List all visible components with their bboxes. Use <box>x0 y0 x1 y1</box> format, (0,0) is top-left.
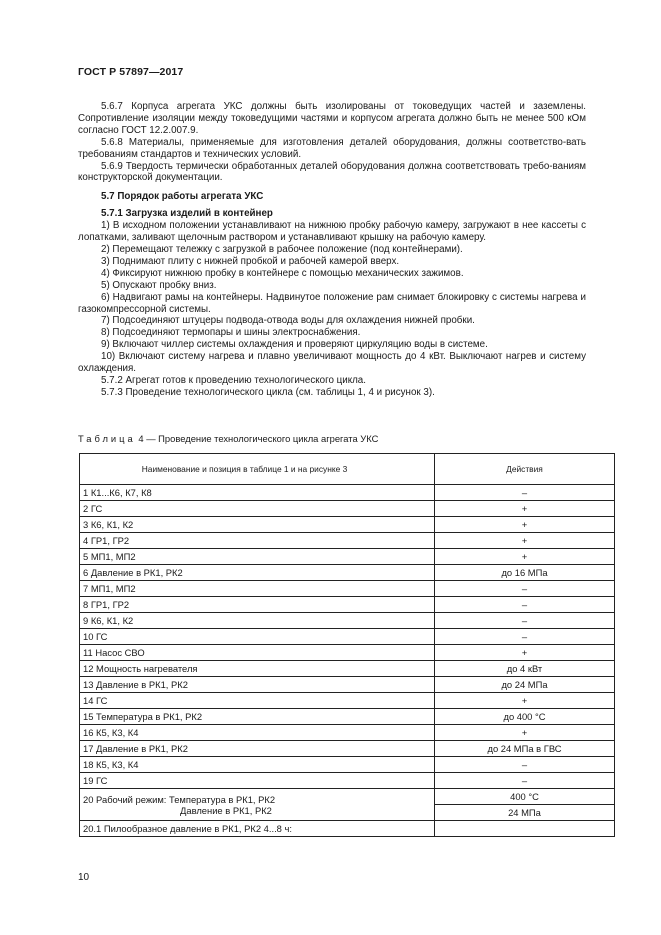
table-cell-action: – <box>435 581 615 597</box>
paragraph-5-6-8: 5.6.8 Материалы, применяемые для изготовления деталей оборудования, должны соответство-вать требованиям стандартов и технических условий. <box>78 136 586 160</box>
table-row <box>80 517 615 533</box>
table-row <box>80 549 615 565</box>
table-row <box>80 757 615 773</box>
table-row <box>80 661 615 677</box>
table-cell-name: 19 ГС <box>80 773 435 789</box>
table-cell-name: 16 К5, К3, К4 <box>80 725 435 741</box>
table-header-row <box>80 454 615 485</box>
step-8: 8) Подсоединяют термопары и шины электроснабжения. <box>101 327 361 339</box>
paragraph-5-6-7: 5.6.7 Корпуса агрегата УКС должны быть изолированы от токоведущих частей и заземлены. Сопротивление изоляции между токоведущими частями и корпусом агрегата должно быть не менее 500 кОм согласно ГОСТ 12.2.007.9. <box>78 101 586 136</box>
table-cell-action: – <box>435 629 615 645</box>
table-cell-name: 14 ГС <box>80 693 435 709</box>
document-body <box>78 101 586 399</box>
table-cell-action: до 4 кВт <box>435 661 615 677</box>
table-row <box>80 821 615 837</box>
table-row <box>80 725 615 741</box>
table-cell-name: 17 Давление в РК1, РК2 <box>80 741 435 757</box>
table-row <box>80 709 615 725</box>
table-cell-name: 7 МП1, МП2 <box>80 581 435 597</box>
standard-number: ГОСТ Р 57897—2017 <box>78 66 184 78</box>
table-cell-name: 10 ГС <box>80 629 435 645</box>
table-cell-action: + <box>435 725 615 741</box>
table-cell-name: 2 ГС <box>80 501 435 517</box>
table-cell-mode-name <box>80 789 435 821</box>
table-header-action: Действия <box>435 454 615 485</box>
step-6: 6) Надвигают рамы на контейнеры. Надвинутое положение рам снимает блокировку с системы нагрева и газокомпрессорной системы. <box>78 291 586 315</box>
table-cell-name: 8 ГР1, ГР2 <box>80 597 435 613</box>
table-row <box>80 565 615 581</box>
table-cell-name: 11 Насос СВО <box>80 645 435 661</box>
table-cell-name: 6 Давление в РК1, РК2 <box>80 565 435 581</box>
table-cell-name: 1 К1...К6, К7, К8 <box>80 485 435 501</box>
table-cell-action: – <box>435 613 615 629</box>
table-cell-action: – <box>435 757 615 773</box>
step-7: 7) Подсоединяют штуцеры подвода-отвода воды для охлаждения нижней пробки. <box>101 315 475 327</box>
table-cell-action: + <box>435 693 615 709</box>
table-row <box>80 613 615 629</box>
section-title: 5.7 Порядок работы агрегата УКС <box>101 191 264 203</box>
step-9: 9) Включают чиллер системы охлаждения и проверяют циркуляцию воды в системе. <box>101 339 488 351</box>
mode-line-temperature: 20 Рабочий режим: Температура в РК1, РК2 <box>83 793 276 805</box>
paragraph-5-7-3: 5.7.3 Проведение технологического цикла (см. таблицы 1, 4 и рисунок 3). <box>101 386 435 398</box>
table-cell-action: – <box>435 597 615 613</box>
paragraph-5-7-2: 5.7.2 Агрегат готов к проведению технологического цикла. <box>101 374 366 386</box>
page-number: 10 <box>78 872 90 883</box>
subsection-title: 5.7.1 Загрузка изделий в контейнер <box>101 208 273 220</box>
table-cell-name: 13 Давление в РК1, РК2 <box>80 677 435 693</box>
table-cell-name: 12 Мощность нагревателя <box>80 661 435 677</box>
table-cell-name: 5 МП1, МП2 <box>80 549 435 565</box>
table-cell-action: до 24 МПа <box>435 677 615 693</box>
table-cell-mode-pressure: 24 МПа <box>435 805 615 821</box>
table-row <box>80 629 615 645</box>
step-1: 1) В исходном положении устанавливают на нижнюю пробку рабочую камеру, загружают в нее кассеты с лопатками, заливают щелочным раствором и устанавливают крышку на рабочую камеру. <box>78 220 586 244</box>
table-cell-mode-temperature: 400 °С <box>435 789 615 805</box>
step-4: 4) Фиксируют нижнюю пробку в контейнере с помощью механических зажимов. <box>101 267 464 279</box>
table-row <box>80 677 615 693</box>
process-table <box>79 453 615 837</box>
table-cell-action: – <box>435 485 615 501</box>
table-row <box>80 645 615 661</box>
table-row <box>80 485 615 501</box>
table-cell-action: + <box>435 501 615 517</box>
table-row <box>80 773 615 789</box>
table-cell-name: 9 К6, К1, К2 <box>80 613 435 629</box>
table-row <box>80 597 615 613</box>
table-cell-name: 3 К6, К1, К2 <box>80 517 435 533</box>
mode-line-pressure: Давление в РК1, РК2 <box>180 804 272 816</box>
step-2: 2) Перемещают тележку с загрузкой в рабочее положение (под контейнерами). <box>101 243 463 255</box>
table-header-name: Наименование и позиция в таблице 1 и на рисунке 3 <box>80 454 435 485</box>
table-cell-action: до 24 МПа в ГВС <box>435 741 615 757</box>
table-cell-action <box>435 821 615 837</box>
table-cell-action: + <box>435 517 615 533</box>
table-row <box>80 533 615 549</box>
paragraph-5-6-9: 5.6.9 Твердость термически обработанных деталей оборудования должна соответствовать требо-ваниям конструкторской документации. <box>78 160 586 184</box>
step-5: 5) Опускают пробку вниз. <box>101 279 217 291</box>
table-row <box>80 581 615 597</box>
table-cell-name: 15 Температура в РК1, РК2 <box>80 709 435 725</box>
table-row <box>80 741 615 757</box>
table-cell-action: до 16 МПа <box>435 565 615 581</box>
table-cell-name: 4 ГР1, ГР2 <box>80 533 435 549</box>
table-row <box>80 501 615 517</box>
step-10: 10) Включают систему нагрева и плавно увеличивают мощность до 4 кВт. Выключают нагрев и систему охлаждения. <box>78 351 586 375</box>
step-3: 3) Поднимают плиту с нижней пробкой и рабочей камерой вверх. <box>101 255 400 267</box>
table-caption-text: 4 — Проведение технологического цикла агрегата УКС <box>138 433 379 444</box>
table-cell-action: – <box>435 773 615 789</box>
table-cell-action: + <box>435 645 615 661</box>
table-cell-action: + <box>435 549 615 565</box>
table-row-mode <box>80 789 615 805</box>
table-caption-label: Таблица <box>78 433 136 444</box>
table-cell-name: 20.1 Пилообразное давление в РК1, РК2 4...8 ч: <box>80 821 435 837</box>
table-cell-name: 18 К5, К3, К4 <box>80 757 435 773</box>
table-cell-action: + <box>435 533 615 549</box>
table-row <box>80 693 615 709</box>
table-caption <box>78 433 378 444</box>
table-cell-action: до 400 °С <box>435 709 615 725</box>
